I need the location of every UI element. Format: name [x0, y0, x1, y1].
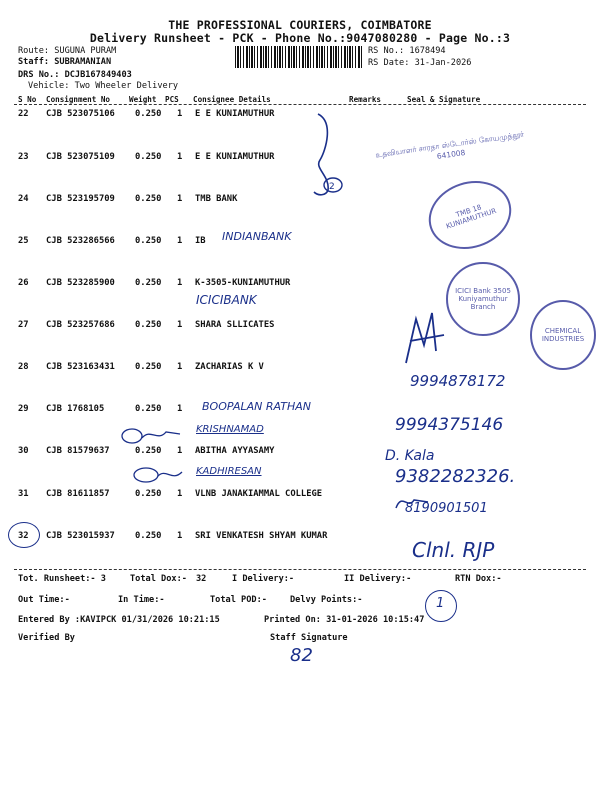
- row-pcs: 1: [177, 404, 183, 414]
- hw-phone-row30: 9382282326.: [395, 466, 516, 487]
- drs-number: DRS No.: DCJB167849403: [18, 70, 132, 80]
- tmb-bank-stamp: TMB 18 KUNIAMUTHUR: [420, 171, 520, 260]
- delvy-points-label: Delvy Points:-: [290, 595, 363, 605]
- hw-phone-row28: 9994878172: [410, 372, 506, 390]
- hw-sub-row30: KADHIRESAN: [196, 466, 262, 477]
- row-weight: 0.250: [135, 152, 162, 162]
- row-consignee: E E KUNIAMUTHUR: [195, 109, 275, 119]
- circle-mark-row32: [8, 522, 40, 548]
- row-sno: 29: [18, 404, 29, 414]
- row-consignment-no: CJB 523075109: [46, 152, 115, 162]
- row-consignment-no: CJB 523286566: [46, 236, 115, 246]
- svg-text:2: 2: [329, 182, 335, 192]
- hw-phone-row31: 8190901501: [405, 501, 488, 516]
- row-sno: 27: [18, 320, 29, 330]
- row-consignment-no: CJB 523163431: [46, 362, 115, 372]
- row-weight: 0.250: [135, 320, 162, 330]
- row-weight: 0.250: [135, 489, 162, 499]
- entered-by: Entered By :KAVIPCK 01/31/2026 10:21:15: [18, 615, 220, 625]
- row-weight: 0.250: [135, 194, 162, 204]
- row-sno: 26: [18, 278, 29, 288]
- row-consignee: E E KUNIAMUTHUR: [195, 152, 275, 162]
- row-sno: 22: [18, 109, 29, 119]
- table-row: [0, 236, 600, 256]
- header-divider: [14, 104, 586, 105]
- table-row: [0, 362, 600, 382]
- row-consignment-no: CJB 523015937: [46, 531, 115, 541]
- bracket-scribble: [300, 110, 360, 200]
- row-consignment-no: CJB 1768105: [46, 404, 105, 414]
- row-pcs: 1: [177, 531, 183, 541]
- row-consignee: ABITHA AYYASAMY: [195, 446, 275, 456]
- ii-delivery-label: II Delivery:-: [344, 574, 412, 584]
- row-consignee: VLNB JANAKIAMMAL COLLEGE: [195, 489, 323, 499]
- staff-signature-mark: 82: [290, 645, 313, 666]
- row-pcs: 1: [177, 236, 183, 246]
- row-consignee: SHARA SLLICATES: [195, 320, 275, 330]
- hw-signature-row30: D. Kala: [385, 448, 435, 464]
- row-consignee: ZACHARIAS K V: [195, 362, 264, 372]
- row-weight: 0.250: [135, 278, 162, 288]
- total-runsheet: Tot. Runsheet:- 3: [18, 574, 106, 584]
- row-consignment-no: CJB 523195709: [46, 194, 115, 204]
- col-pcs: PCS: [165, 95, 179, 104]
- printed-on: Printed On: 31-01-2026 10:15:47: [264, 615, 425, 625]
- rs-date: RS Date: 31-Jan-2026: [368, 58, 472, 68]
- row-weight: 0.250: [135, 446, 162, 456]
- signature-row27: [400, 305, 450, 367]
- row-pcs: 1: [177, 320, 183, 330]
- barcode-image: [235, 46, 363, 68]
- rtn-dox-label: RTN Dox:-: [455, 574, 502, 584]
- row-consignment-no: CJB 81579637: [46, 446, 110, 456]
- row-consignment-no: CJB 81611857: [46, 489, 110, 499]
- table-row: [0, 531, 600, 551]
- col-seal-signature: Seal & Signature: [407, 95, 481, 104]
- col-sno: S No: [18, 95, 37, 104]
- table-row: [0, 446, 600, 466]
- i-delivery-label: I Delivery:-: [232, 574, 295, 584]
- staff-signature-label: Staff Signature: [270, 633, 348, 643]
- vehicle-label: Vehicle: Two Wheeler Delivery: [28, 81, 179, 91]
- row-pcs: 1: [177, 489, 183, 499]
- tamil-stamp: உதவியாளர் சாரதா ஸ்டோர்ஸ் கோயமுத்தூர் 641008: [374, 129, 525, 161]
- total-pod-label: Total POD:-: [210, 595, 267, 605]
- hw-indianbank: INDIANBANK: [222, 230, 292, 243]
- row-consignee: IB: [195, 236, 206, 246]
- row-pcs: 1: [177, 362, 183, 372]
- runsheet-subtitle: Delivery Runsheet - PCK - Phone No.:9047080280 - Page No.:3: [89, 31, 511, 45]
- chemical-industries-stamp: CHEMICAL INDUSTRIES: [530, 300, 596, 370]
- hw-sub-row29: KRISHNAMAD: [196, 424, 264, 435]
- in-time-label: In Time:-: [118, 595, 165, 605]
- out-time-label: Out Time:-: [18, 595, 70, 605]
- row-sno: 24: [18, 194, 29, 204]
- icici-bank-stamp: ICICI Bank 3505 Kuniyamuthur Branch: [446, 262, 520, 336]
- footer-divider: [14, 569, 586, 570]
- row-weight: 0.250: [135, 109, 162, 119]
- col-consignment: Consignment No: [46, 95, 111, 104]
- col-remarks: Remarks: [349, 95, 382, 104]
- verified-by-label: Verified By: [18, 633, 75, 643]
- row-pcs: 1: [177, 278, 183, 288]
- row-pcs: 1: [177, 446, 183, 456]
- row-weight: 0.250: [135, 236, 162, 246]
- row-sno: 25: [18, 236, 29, 246]
- hw-name-row29: BOOPALAN RATHAN: [202, 400, 311, 413]
- row-sno: 28: [18, 362, 29, 372]
- hw-initials-row29: [118, 424, 188, 446]
- row-pcs: 1: [177, 194, 183, 204]
- row-weight: 0.250: [135, 531, 162, 541]
- hw-initials-row30: [130, 464, 186, 486]
- row-consignment-no: CJB 523285900: [46, 278, 115, 288]
- hw-signature-row32: Clnl. RJP: [412, 538, 495, 562]
- row-consignment-no: CJB 523257686: [46, 320, 115, 330]
- table-row: [0, 489, 600, 509]
- col-weight: Weight: [129, 95, 157, 104]
- row-consignee: TMB BANK: [195, 194, 238, 204]
- company-title: THE PROFESSIONAL COURIERS, COIMBATORE: [168, 18, 432, 32]
- hw-icicibank: ICICIBANK: [196, 293, 257, 307]
- route-label: Route: SUGUNA PURAM: [18, 46, 117, 56]
- rs-number: RS No.: 1678494: [368, 46, 446, 56]
- row-sno: 31: [18, 489, 29, 499]
- row-sno: 32: [18, 531, 29, 541]
- staff-label: Staff: SUBRAMANIAN: [18, 57, 112, 67]
- row-sno: 30: [18, 446, 29, 456]
- row-weight: 0.250: [135, 404, 162, 414]
- row-weight: 0.250: [135, 362, 162, 372]
- hw-dox-one: 1: [436, 596, 445, 611]
- total-dox-label: Total Dox:-: [130, 574, 187, 584]
- total-dox-value: 32: [196, 574, 207, 584]
- row-consignment-no: CJB 523075106: [46, 109, 115, 119]
- row-sno: 23: [18, 152, 29, 162]
- row-pcs: 1: [177, 152, 183, 162]
- hw-phone-row29: 9994375146: [395, 415, 504, 435]
- row-consignee: K-3505-KUNIAMUTHUR: [195, 278, 291, 288]
- col-consignee: Consignee Details: [193, 95, 271, 104]
- row-consignee: SRI VENKATESH SHYAM KUMAR: [195, 531, 328, 541]
- row-pcs: 1: [177, 109, 183, 119]
